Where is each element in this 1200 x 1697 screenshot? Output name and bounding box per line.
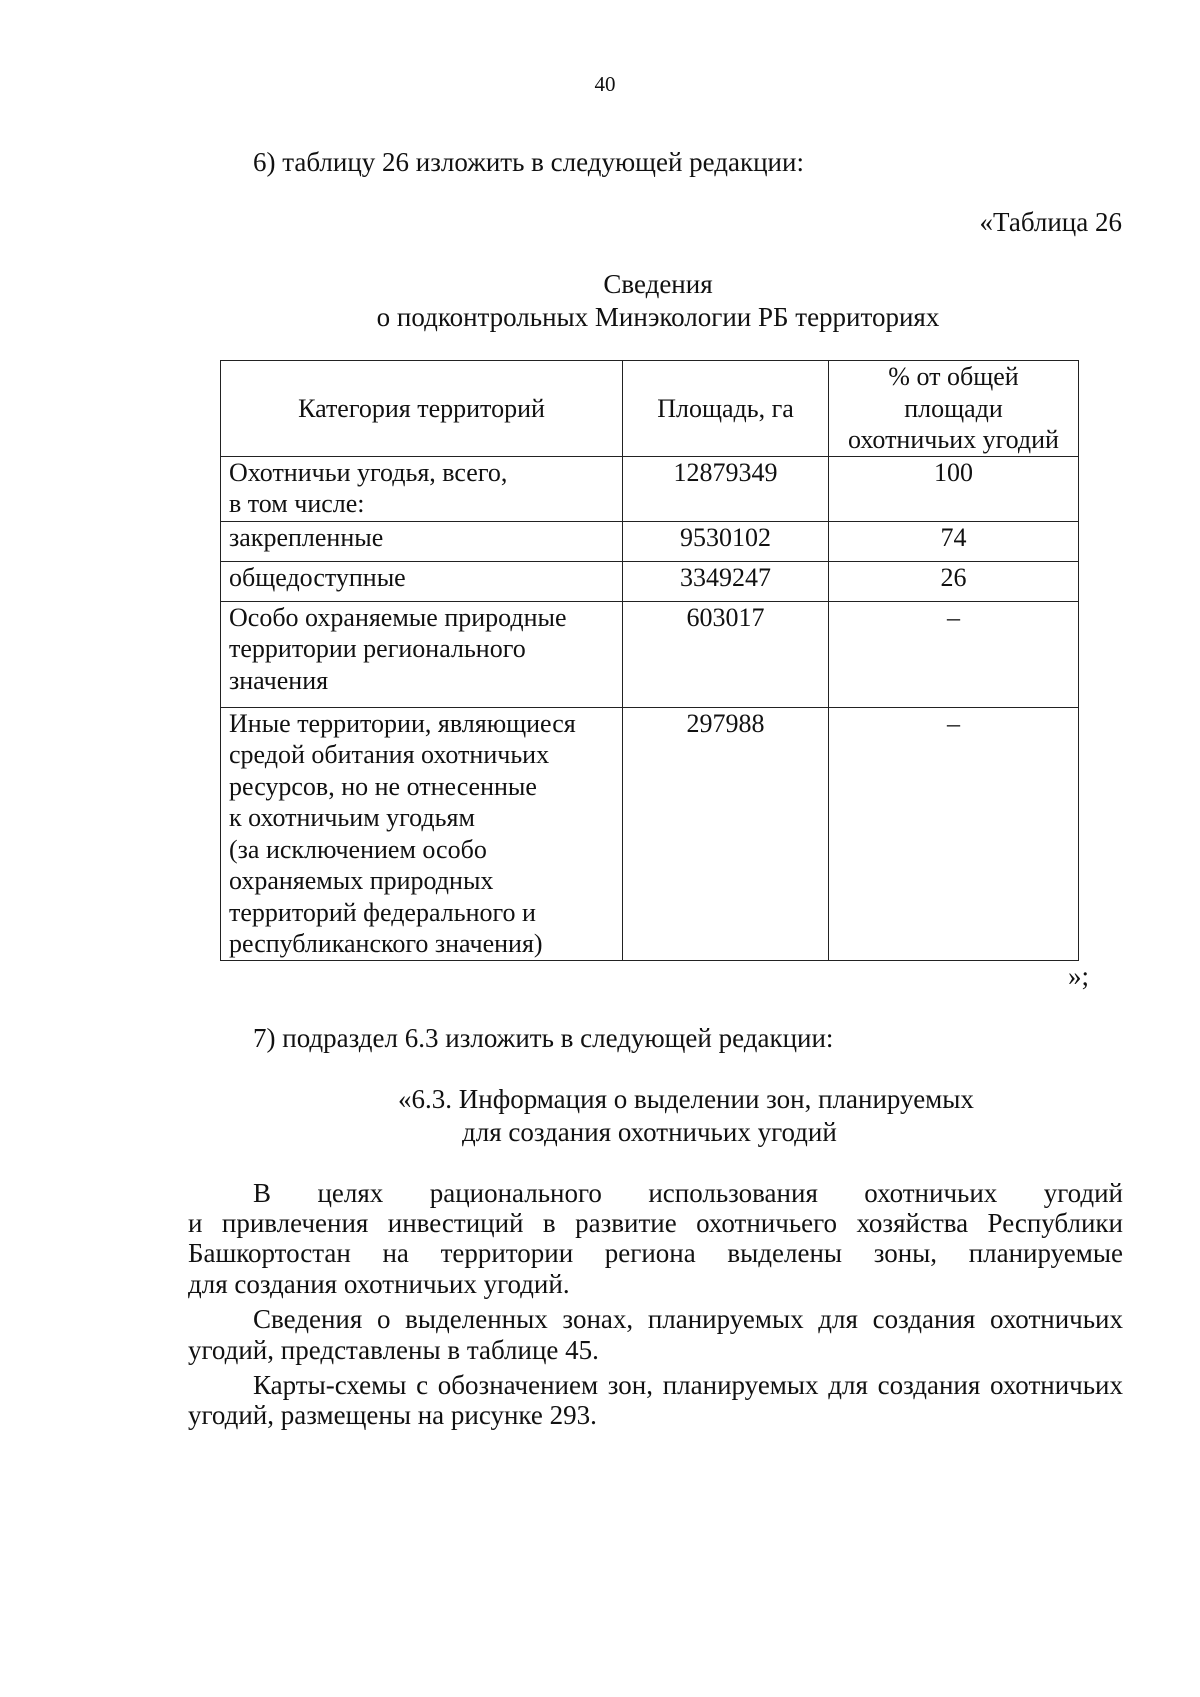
row-percent: 100 [829,456,1079,521]
row-percent: – [829,707,1079,960]
row-area: 3349247 [623,561,829,601]
table-title-line-1: Сведения [603,269,713,299]
row-category: Особо охраняемые природные территории регионального значения [221,601,623,707]
row-category: Иные территории, являющиеся средой обитания охотничьих ресурсов, но не отнесенные к охотничьим угодьям (за исключением особо охраняемых природных территорий федерального и республиканского значения) [221,707,623,960]
table-end-quote: »; [1068,961,1090,991]
row-category: закрепленные [221,521,623,561]
row-area: 603017 [623,601,829,707]
row-area: 9530102 [623,521,829,561]
table-row [221,561,1079,601]
table-header-row [221,361,1079,457]
table-row [221,456,1079,521]
paragraph-1-line-4: для создания охотничьих угодий. [188,1269,570,1299]
row-percent: 74 [829,521,1079,561]
paragraph-1-line-2: и привлечения инвестиций в развитие охотничьего хозяйства Республики [188,1208,1123,1238]
row-percent: – [829,601,1079,707]
header-area: Площадь, га [623,361,829,457]
item-6-text: 6) таблицу 26 изложить в следующей редакции: [253,147,804,177]
table-caption: «Таблица 26 [979,207,1122,237]
row-area: 12879349 [623,456,829,521]
paragraph-3-line-1: Карты-схемы с обозначением зон, планируемых для создания охотничьих [253,1370,1123,1400]
paragraph-3-line-2: угодий, размещены на рисунке 293. [188,1400,597,1430]
row-area: 297988 [623,707,829,960]
paragraph-1-line-3: Башкортостан на территории региона выделены зоны, планируемые [188,1238,1123,1268]
row-percent: 26 [829,561,1079,601]
row-category: Охотничьи угодья, всего, в том числе: [221,456,623,521]
item-7-text: 7) подраздел 6.3 изложить в следующей редакции: [253,1023,834,1053]
territories-table [220,360,1079,961]
page-number: 40 [594,72,616,96]
paragraph-2-line-2: угодий, представлены в таблице 45. [188,1335,599,1365]
table-title-line-2: о подконтрольных Минэкологии РБ территориях [376,302,940,332]
header-category: Категория территорий [221,361,623,457]
table-row [221,521,1079,561]
header-percent: % от общей площади охотничьих угодий [829,361,1079,457]
section-heading-line-1: «6.3. Информация о выделении зон, планируемых [398,1084,974,1114]
section-heading-line-2: для создания охотничьих угодий [462,1117,837,1147]
paragraph-2-line-1: Сведения о выделенных зонах, планируемых для создания охотничьих [253,1304,1123,1334]
table-row [221,707,1079,960]
paragraph-1-line-1: В целях рационального использования охотничьих угодий [253,1178,1123,1208]
row-category: общедоступные [221,561,623,601]
table-row [221,601,1079,707]
